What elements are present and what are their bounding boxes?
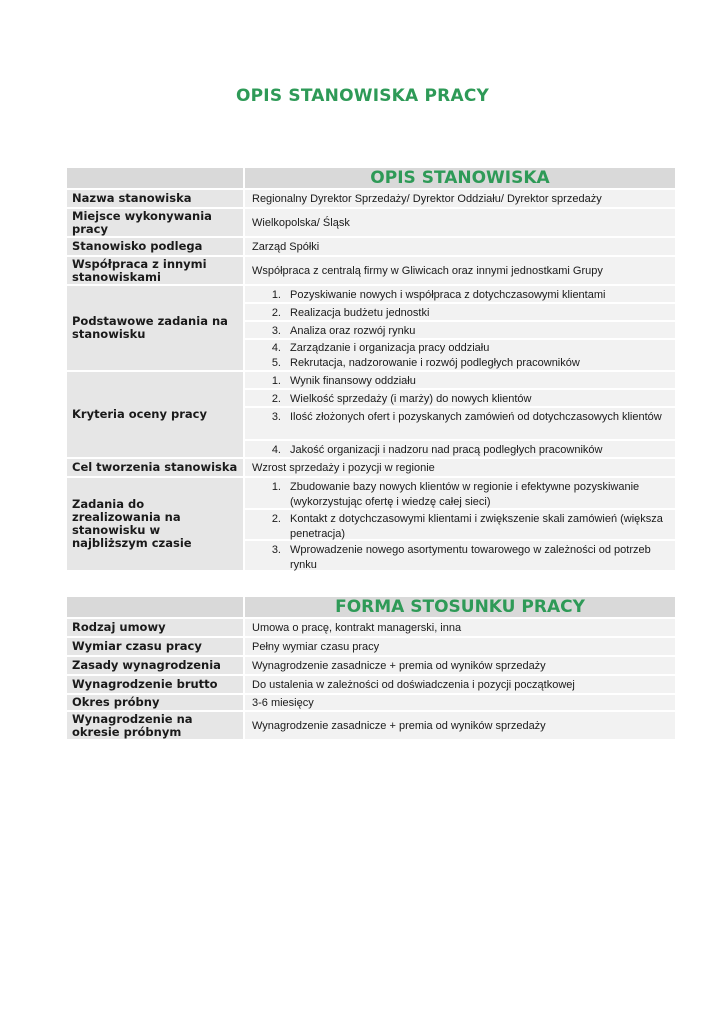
table-row (67, 712, 675, 741)
row-label: Podstawowe zadania na stanowisku (67, 286, 243, 372)
row-value: Do ustalenia w zależności od doświadczenia i pozycji początkowej (245, 676, 675, 695)
list-item: 2. Kontakt z dotychczasowymi klientami i zwiększenie skali zamówień (większa penetracja) (245, 510, 675, 541)
list-item: 2. Wielkość sprzedaży (i marży) do nowych klientów (245, 390, 675, 408)
table-row (67, 695, 675, 712)
table-row (67, 478, 675, 572)
row-label: Wymiar czasu pracy (67, 638, 243, 657)
section-header-row (67, 597, 675, 619)
list-item: 5. Rekrutacja, nadzorowanie i rozwój podległych pracowników (245, 354, 675, 372)
table-row (67, 257, 675, 286)
section-header-opis: OPIS STANOWISKA (245, 168, 675, 190)
list-item: 3. Ilość złożonych ofert i pozyskanych zamówień od dotychczasowych klientów (245, 408, 675, 441)
row-value: Współpraca z centralą firmy w Gliwicach oraz innymi jednostkami Grupy (245, 257, 675, 286)
numbered-list (245, 478, 675, 572)
row-value: Wzrost sprzedaży i pozycji w regionie (245, 459, 675, 478)
employment-form-table (67, 597, 675, 741)
table-row (67, 286, 675, 372)
table-row (67, 657, 675, 676)
row-label: Miejsce wykonywania pracy (67, 209, 243, 238)
header-empty-cell (67, 168, 243, 190)
row-value: Umowa o pracę, kontrakt managerski, inna (245, 619, 675, 638)
row-label: Zadania do zrealizowania na stanowisku w najbliższym czasie (67, 478, 243, 572)
list-item: 4. Zarządzanie i organizacja pracy oddziału (245, 340, 675, 354)
row-label: Cel tworzenia stanowiska (67, 459, 243, 478)
section-header-row (67, 168, 675, 190)
row-label: Współpraca z innymi stanowiskami (67, 257, 243, 286)
list-item: 1. Wynik finansowy oddziału (245, 372, 675, 390)
row-value: Wielkopolska/ Śląsk (245, 209, 675, 238)
table-row (67, 209, 675, 238)
list-item: 1. Pozyskiwanie nowych i współpraca z dotychczasowymi klientami (245, 286, 675, 304)
table-row (67, 459, 675, 478)
list-item: 1. Zbudowanie bazy nowych klientów w regionie i efektywne pozyskiwanie (wykorzystując ofertę i wiedzę całej sieci) (245, 478, 675, 510)
row-label: Wynagrodzenie brutto (67, 676, 243, 695)
row-label: Wynagrodzenie na okresie próbnym (67, 712, 243, 741)
row-label: Stanowisko podlega (67, 238, 243, 257)
row-label: Okres próbny (67, 695, 243, 712)
table-row (67, 619, 675, 638)
row-label: Rodzaj umowy (67, 619, 243, 638)
row-label: Nazwa stanowiska (67, 190, 243, 209)
section-header-forma: FORMA STOSUNKU PRACY (245, 597, 675, 619)
table-row (67, 676, 675, 695)
row-value: Pełny wymiar czasu pracy (245, 638, 675, 657)
row-value: Wynagrodzenie zasadnicze + premia od wyników sprzedaży (245, 657, 675, 676)
page-title: OPIS STANOWISKA PRACY (235, 86, 490, 106)
list-item: 3. Wprowadzenie nowego asortymentu towarowego w zależności od potrzeb rynku (245, 541, 675, 572)
header-empty-cell (67, 597, 243, 619)
list-item: 2. Realizacja budżetu jednostki (245, 304, 675, 322)
table-row (67, 372, 675, 459)
numbered-list (245, 286, 675, 372)
row-value: Wynagrodzenie zasadnicze + premia od wyników sprzedaży (245, 712, 675, 741)
row-label: Kryteria oceny pracy (67, 372, 243, 459)
table-row (67, 638, 675, 657)
table-row (67, 190, 675, 209)
row-label: Zasady wynagrodzenia (67, 657, 243, 676)
numbered-list (245, 372, 675, 459)
row-value: Regionalny Dyrektor Sprzedaży/ Dyrektor Oddziału/ Dyrektor sprzedaży (245, 190, 675, 209)
row-value: Zarząd Spółki (245, 238, 675, 257)
list-item: 3. Analiza oraz rozwój rynku (245, 322, 675, 340)
job-description-table (67, 168, 675, 572)
list-item: 4. Jakość organizacji i nadzoru nad pracą podległych pracowników (245, 441, 675, 459)
table-row (67, 238, 675, 257)
row-value: 3-6 miesięcy (245, 695, 675, 712)
